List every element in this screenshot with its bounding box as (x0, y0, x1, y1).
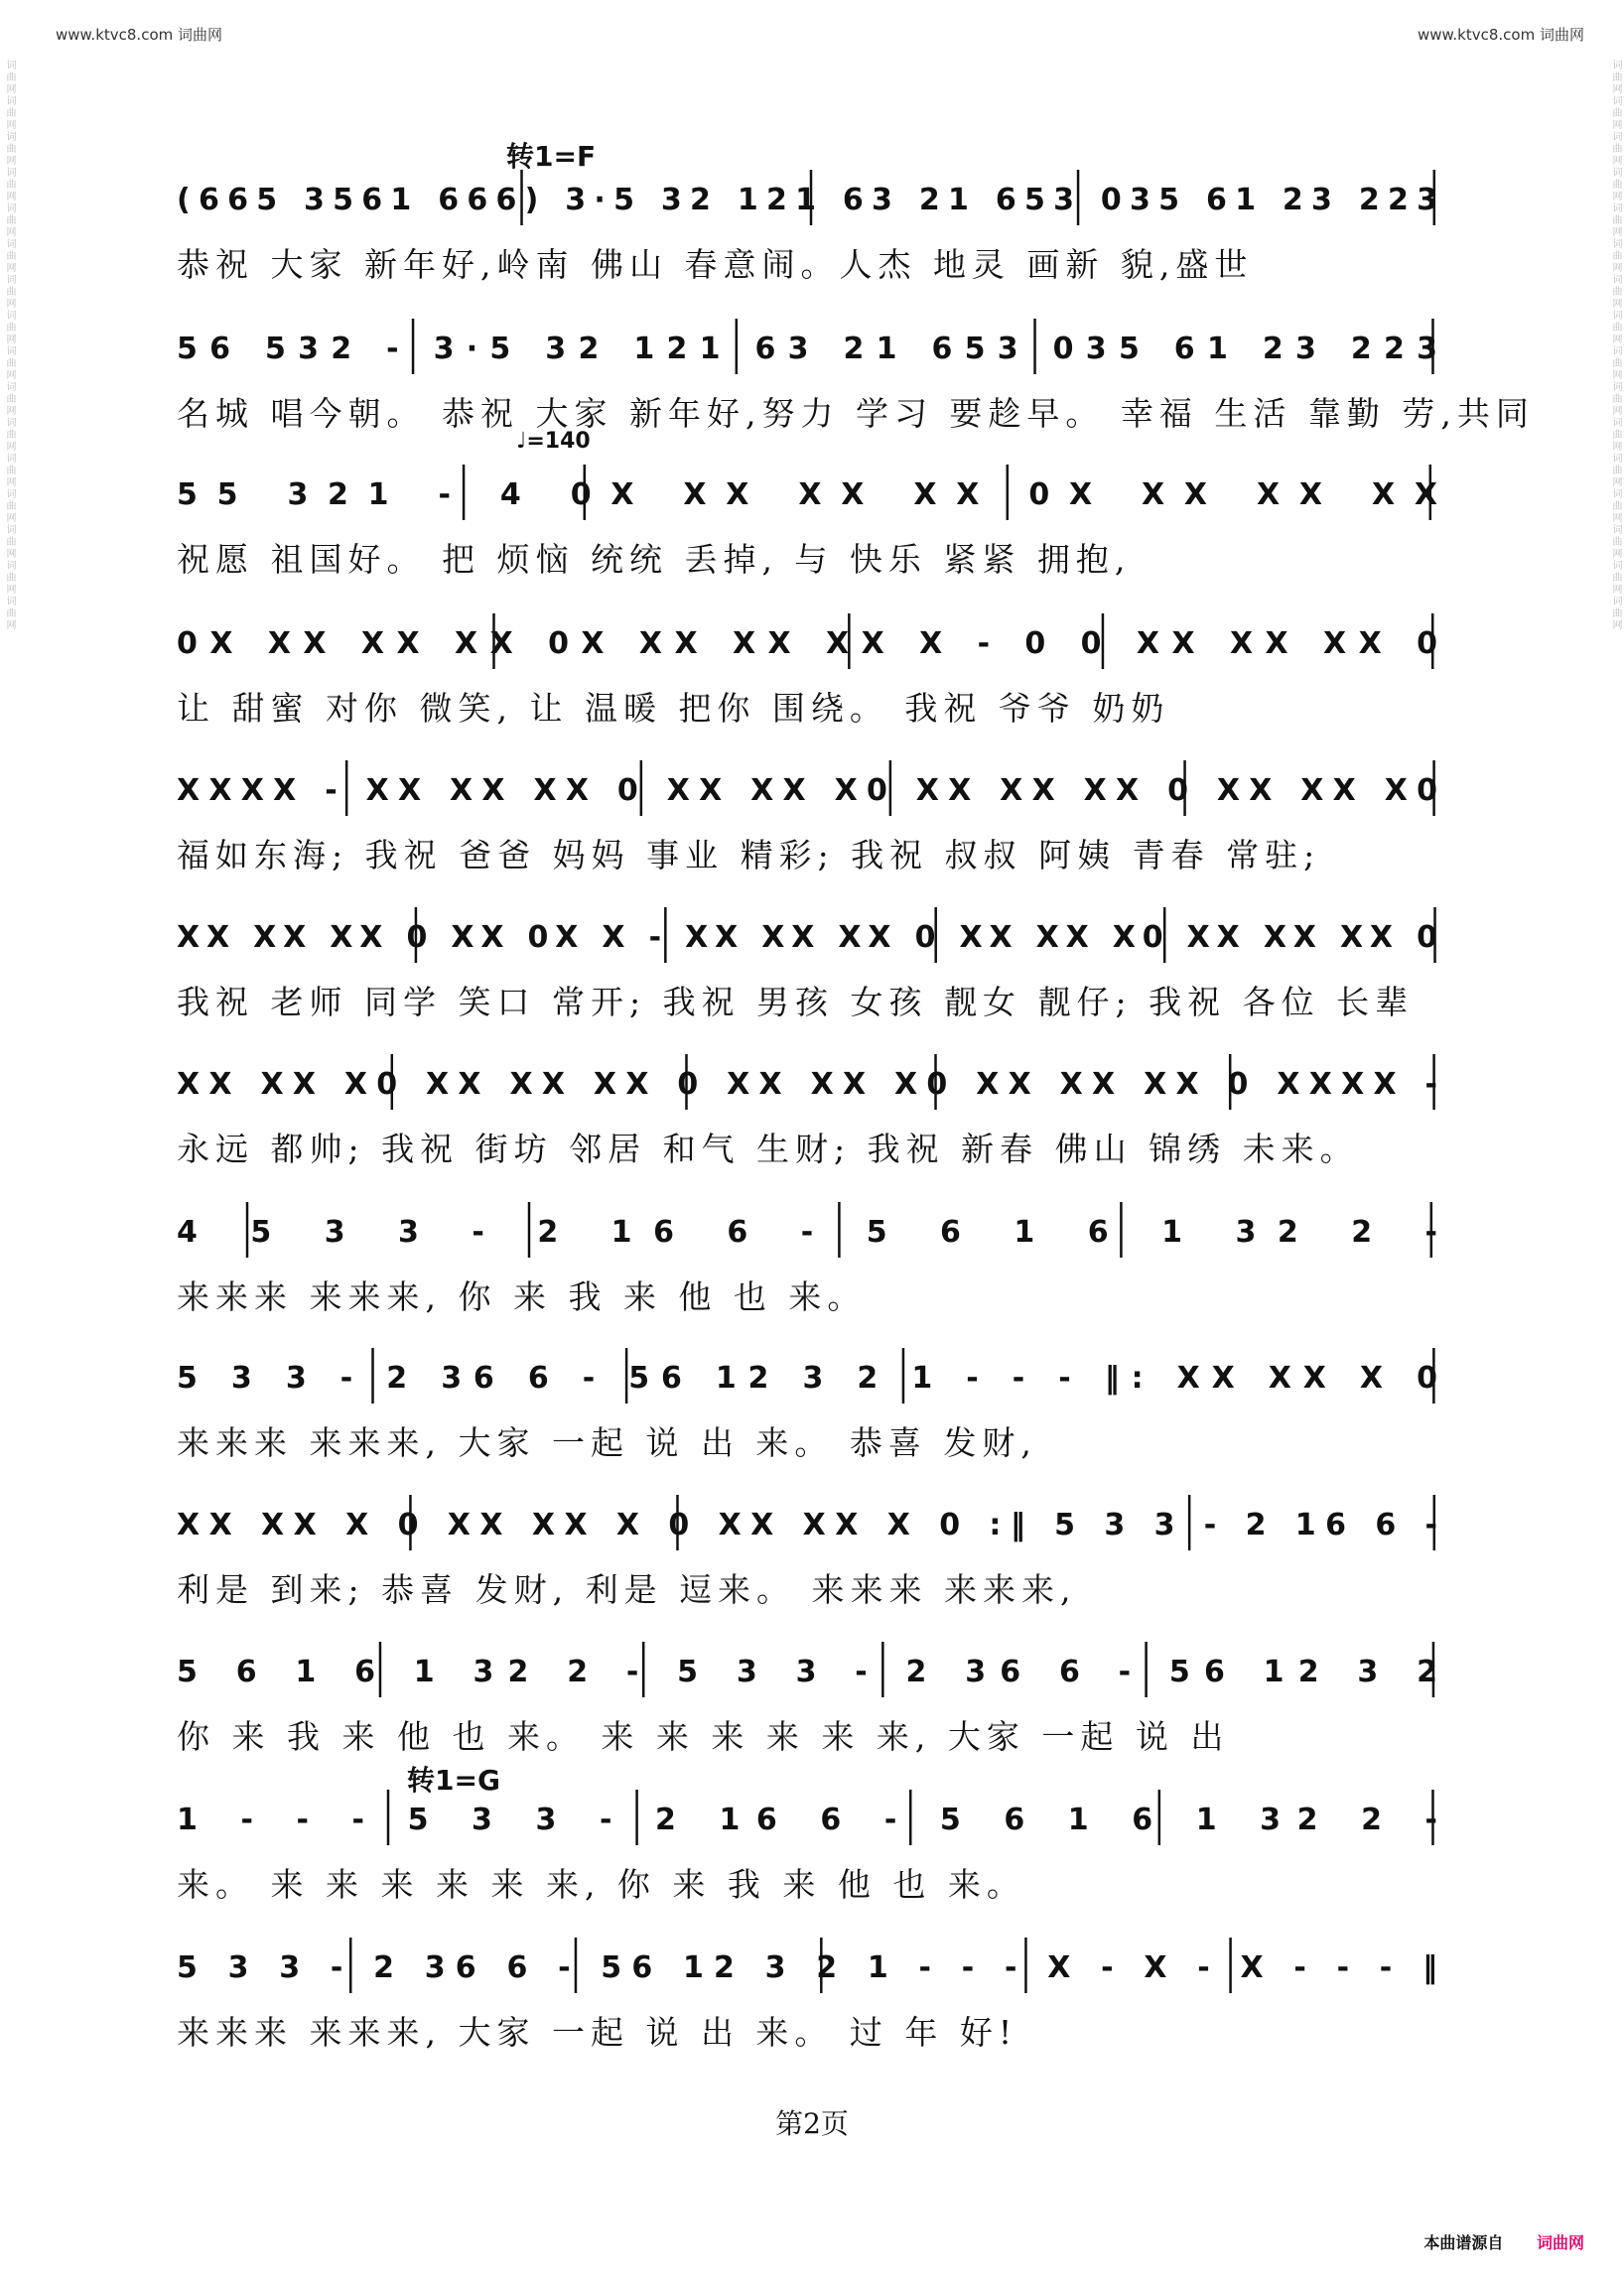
notation-svg (177, 607, 1445, 677)
lyric-line: 利是 到来; 恭喜 发财, 利是 逗来。 来来来 来来来, (177, 1570, 1077, 1609)
score-system (177, 1636, 1445, 1775)
jianpu-notes: 0X XX XX XX 0X XX XX XX X - 0 0 XX XX XX 0 (177, 626, 1437, 661)
notation-svg (177, 901, 1445, 971)
notation-svg (177, 313, 1445, 382)
score-system (177, 164, 1445, 303)
score-system (177, 1196, 1445, 1335)
lyric-line: 福如东海; 我祝 爸爸 妈妈 事业 精彩; 我祝 叔叔 阿姨 青春 常驻; (177, 836, 1321, 874)
jianpu-notes: XX XX X 0 XX XX X 0 XX XX X 0 :‖ 5 3 3 - 2 16 6 - (177, 1508, 1437, 1542)
jianpu-notes: 1 - - - 5 3 3 - 2 16 6 - 5 6 1 6 1 32 2 - (177, 1803, 1437, 1837)
jianpu-notes: 55 321 - 4 0X XX XX XX 0X XX XX XX (177, 477, 1437, 512)
score-system (177, 459, 1445, 598)
source-brand: 词曲网 (1536, 2233, 1584, 2252)
notation-svg (177, 1342, 1445, 1411)
notation-line (177, 313, 1445, 382)
notation-svg (177, 1932, 1445, 2001)
header-left-url: www.ktvc8.com 词曲网 (56, 26, 223, 44)
jianpu-notes: XX XX X0 XX XX XX 0 XX XX X0 XX XX XX 0 XXXX - (177, 1067, 1437, 1102)
notation-line (177, 164, 1445, 233)
page-number: 第2页 (775, 2107, 849, 2140)
notation-line (177, 1048, 1445, 1118)
lyric-line: 来来来 来来来, 大家 一起 说 出 来。 过 年 好! (177, 2013, 1018, 2052)
notation-svg (177, 1636, 1445, 1705)
notation-line (177, 459, 1445, 528)
jianpu-notes: XX XX XX 0 XX 0X X - XX XX XX 0 XX XX X0 XX XX XX 0 (177, 920, 1438, 955)
tempo-marking: ♩=140 (516, 429, 591, 454)
jianpu-notes: XXXX - XX XX XX 0 XX XX X0 XX XX XX 0 XX XX X0 (177, 773, 1437, 808)
score-system (177, 754, 1445, 893)
jianpu-notes: 5 6 1 6 1 32 2 - 5 3 3 - 2 36 6 - 56 12 3 2 (177, 1655, 1437, 1689)
left-watermark-strip: 词曲网词曲网词曲网词曲网词曲网词曲网词曲网词曲网词曲网词曲网词曲网词曲网词曲网词曲网词曲网词曲网 (4, 60, 15, 631)
notation-line (177, 1489, 1445, 1558)
source-label: 本曲谱源自 (1423, 2233, 1504, 2252)
notation-line (177, 1342, 1445, 1411)
lyric-line: 我祝 老师 同学 笑口 常开; 我祝 男孩 女孩 靓女 靓仔; 我祝 各位 长辈 (177, 983, 1415, 1021)
score-system (177, 1048, 1445, 1187)
lyric-line: 让 甜蜜 对你 微笑, 让 温暖 把你 围绕。 我祝 爷爷 奶奶 (177, 689, 1170, 728)
lyric-line: 来。 来 来 来 来 来 来, 你 来 我 来 他 也 来。 (177, 1865, 1025, 1904)
jianpu-notes: 56 532 - 3·5 32 121 63 21 653 035 61 23 223 (177, 332, 1437, 366)
notation-svg (177, 1489, 1445, 1558)
notation-line (177, 1932, 1445, 2001)
key-change-f: 转1=F (506, 140, 597, 173)
lyric-line: 来来来 来来来, 大家 一起 说 出 来。 恭喜 发财, (177, 1423, 1037, 1462)
score-system (177, 607, 1445, 746)
lyric-line: 恭祝 大家 新年好,岭南 佛山 春意闹。人杰 地灵 画新 貌,盛世 (177, 245, 1254, 284)
key-change-g: 转1=G (407, 1764, 500, 1797)
lyric-line: 名城 唱今朝。 恭祝 大家 新年好,努力 学习 要趁早。 幸福 生活 靠勤 劳,共同 (177, 394, 1535, 433)
notation-line (177, 754, 1445, 824)
notation-svg (177, 1196, 1445, 1266)
notation-svg (177, 1048, 1445, 1118)
score-system (177, 1932, 1445, 2071)
score-system (177, 901, 1445, 1040)
jianpu-notes: 5 3 3 - 2 36 6 - 56 12 3 2 1 - - - X - X - X - - - ‖ (177, 1950, 1438, 1985)
header-right-url: www.ktvc8.com 词曲网 (1417, 26, 1584, 44)
notation-line (177, 901, 1445, 971)
jianpu-notes: 4 5 3 3 - 2 16 6 - 5 6 1 6 1 32 2 - (177, 1215, 1437, 1250)
lyric-line: 来来来 来来来, 你 来 我 来 他 也 来。 (177, 1277, 867, 1316)
jianpu-notes: (665 3561 666) 3·5 32 121 63 21 653 035 61 23 223 (177, 183, 1438, 217)
score-system (177, 1784, 1445, 1923)
notation-line (177, 1196, 1445, 1266)
jianpu-notes: 5 3 3 - 2 36 6 - 56 12 3 2 1 - - - ‖: XX XX X 0 (177, 1361, 1438, 1396)
source-credit (1423, 2230, 1584, 2253)
notation-line (177, 607, 1445, 677)
notation-line (177, 1636, 1445, 1705)
lyric-line: 永远 都帅; 我祝 街坊 邻居 和气 生财; 我祝 新春 佛山 锦绣 未来。 (177, 1130, 1359, 1168)
lyric-line: 祝愿 祖国好。 把 烦恼 统统 丢掉, 与 快乐 紧紧 拥抱, (177, 540, 1132, 579)
notation-line (177, 1784, 1445, 1853)
notation-svg (177, 459, 1445, 528)
notation-svg (177, 754, 1445, 824)
score-system (177, 1342, 1445, 1481)
score-system (177, 313, 1535, 452)
notation-svg (177, 1784, 1445, 1853)
notation-svg (177, 164, 1445, 233)
right-watermark-strip: 词曲网词曲网词曲网词曲网词曲网词曲网词曲网词曲网词曲网词曲网词曲网词曲网词曲网词曲网词曲网词曲网 (1610, 60, 1621, 631)
score-system (177, 1489, 1445, 1628)
lyric-line: 你 来 我 来 他 也 来。 来 来 来 来 来 来, 大家 一起 说 出 (177, 1717, 1230, 1756)
